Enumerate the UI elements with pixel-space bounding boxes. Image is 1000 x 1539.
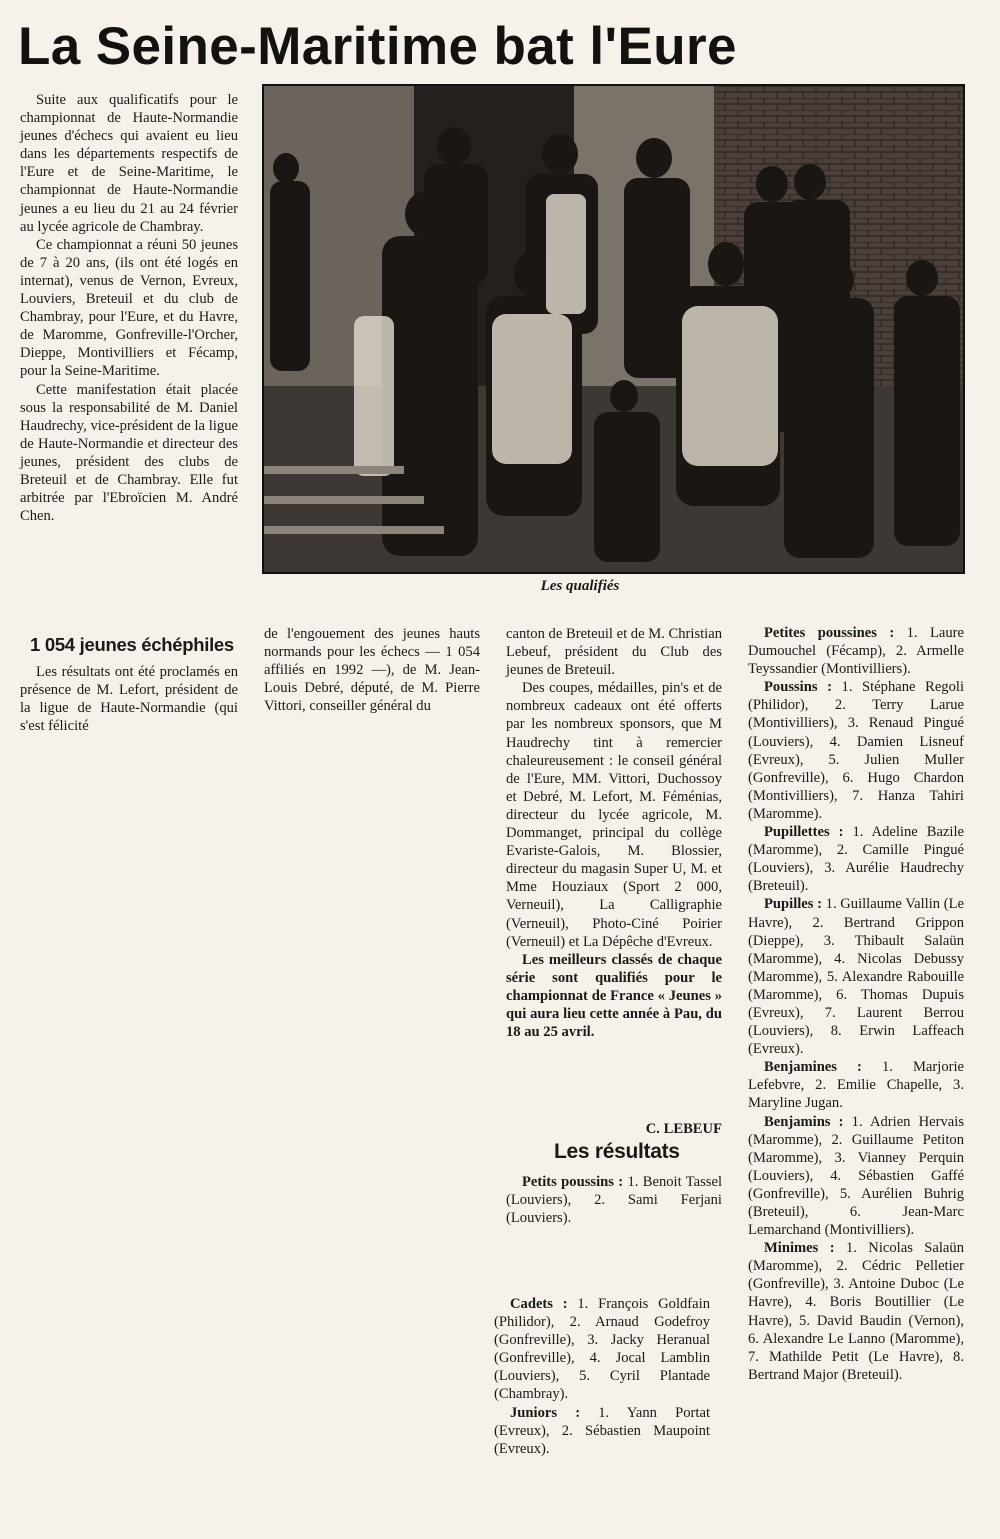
category-label: Minimes :	[764, 1240, 835, 1257]
category-label: Cadets :	[510, 1296, 568, 1312]
photo-qualifies	[262, 84, 965, 574]
subheading-echephiles: 1 054 jeunes échéphiles	[30, 634, 234, 655]
category-results: 1. François Goldfain (Philidor), 2. Arnaud Godefroy (Gonfreville), 3. Jacky Heranual (Gonfreville), 4. Jocal Lamblin (Louviers), 5. Cyril Plantade (Chambray).	[494, 1296, 710, 1403]
group-photo-image	[264, 86, 963, 572]
category-results: 1. Marjorie Lefebvre, 2. Emilie Chapelle, 3. Maryline Jugan.	[748, 1059, 965, 1112]
category-results: 1. Adeline Bazile (Maromme), 2. Camille Pingué (Louviers), 3. Aurélie Haudrechy (Breteuil).	[748, 824, 964, 895]
column-1-body	[20, 663, 238, 735]
intro-paragraph: Cette manifestation était placée sous la responsabilité de M. Daniel Haudrechy, vice-président de la ligue de Haute-Normandie et directeur des jeunes, président des clubs de Breteuil et de Chambray. Elle fut arbitrée par l'Ebroïcien M. André Chen.	[20, 381, 238, 525]
results-column-4	[748, 624, 964, 1384]
category-results: 1. Benoit Tassel (Louviers), 2. Sami Ferjani (Louviers).	[506, 1174, 722, 1227]
intro-paragraph: Suite aux qualificatifs pour le championnat de Haute-Normandie jeunes d'échecs qui avaient eu lieu dans les départements respectifs de l'Eure et de Seine-Maritime, le championnat de Haute-Normandie jeunes a eu lieu du 21 au 24 février au lycée agricole de Chambray.	[20, 92, 238, 235]
category-results: 1. Nicolas Salaün (Maromme), 2. Cédric Pelletier (Gonfreville), 3. Antoine Duboc (Le Havre), 4. Boris Boutillier (Le Havre), 5. David Baudin (Vernon), 6. Alexandre Le Lanno (Maromme), 7. Mathilde Petit (Le Havre), 8. Bertrand Major (Breteuil).	[748, 1240, 964, 1383]
category-label: Juniors :	[510, 1404, 581, 1421]
sponsors-paragraph: Des coupes, médailles, pin's et de nombreux cadeaux ont été offerts par les nombreux sponsors, que M Haudrechy tint à remercier chaleureusement : le conseil général de l'Eure, MM. Vittori, Duchossoy et Debré, M. Lefort, M. Féménias, directeur du lycée agricole, M. Dommanget, principal du collège Evariste-Galois, M. Blossier, directeur du magasin Super U, M. et Mme Houziaux (Sport 2 000, Verneuil), La Calligraphie (Verneuil), Photo-Ciné Poirier (Verneuil) et La Dépêche d'Evreux.	[506, 680, 722, 950]
intro-paragraph: Ce championnat a réuni 50 jeunes de 7 à 20 ans, (ils ont été logés en internat), venus de Vernon, Evreux, Louviers, Breteuil et du club de Chambray, pour l'Eure, et du Havre, de Maromme, Gonfreville-l'Orcher, Dieppe, Montivilliers et Fécamp, pour la Seine-Maritime.	[20, 236, 238, 380]
category-label: Benjamins :	[764, 1113, 844, 1130]
category-label: Poussins :	[764, 679, 832, 696]
photo-caption: Les qualifiés	[540, 578, 620, 594]
subheading-resultats: Les résultats	[554, 1140, 680, 1163]
category-results: 1. Guillaume Vallin (Le Havre), 2. Bertrand Grippon (Dieppe), 3. Thibault Salaün (Maromme), 4. Nicolas Debussy (Maromme), 5. Alexandre Rabouille (Maromme), 6. Thomas Dupuis (Evreux), 7. Laurent Berrou (Louviers), 8. Erwin Laffeach (Evreux).	[748, 896, 964, 1058]
category-label: Benjamines :	[764, 1059, 862, 1076]
category-results: 1. Yann Portat (Evreux), 2. Sébastien Maupoint (Evreux).	[494, 1404, 710, 1457]
results-cadets-juniors	[494, 1295, 710, 1458]
results-petits-poussins	[506, 1173, 722, 1227]
category-results: 1. Laure Dumouchel (Fécamp), 2. Armelle Teyssandier (Montivilliers).	[748, 625, 964, 678]
category-label: Petits poussins :	[522, 1174, 624, 1190]
column-3-body	[506, 625, 722, 1041]
closing-paragraph: Les meilleurs classés de chaque série sont qualifiés pour le championnat de France « Jeunes » qui aura lieu cette année à Pau, du 18 au 25 avril.	[506, 951, 722, 1041]
category-label: Pupilles :	[764, 896, 822, 913]
column-2-body	[264, 625, 480, 715]
author-signature: C. LEBEUF	[645, 1121, 722, 1137]
category-results: 1. Adrien Hervais (Maromme), 2. Guillaume Petiton (Maromme), 3. Vianney Perquin (Louviers), 4. Sébastien Gaffé (Gonfreville), 5. Aurélien Buhrig (Breteuil), 6. Jean-Marc Lemarchand (Montivilliers).	[748, 1113, 964, 1239]
intro-column	[20, 91, 238, 525]
category-results: 1. Stéphane Regoli (Philidor), 2. Terry Larue (Montivilliers), 3. Renaud Pingué (Louviers), 4. Damien Lisneuf (Evreux), 5. Julien Muller (Gonfreville), 6. Hugo Chardon (Montivilliers), 7. Hanza Tahiri (Maromme).	[748, 679, 965, 822]
body-paragraph: de l'engouement des jeunes hauts normands pour les échecs — 1 054 affiliés en 1992 —), de M. Jean-Louis Debré, député, de M. Pierre Vittori, conseiller général du	[264, 626, 480, 715]
body-paragraph: canton de Breteuil et de M. Christian Lebeuf, président du Club des jeunes de Breteuil.	[506, 626, 723, 679]
category-label: Pupillettes :	[764, 824, 844, 841]
category-label: Petites poussines :	[764, 625, 895, 641]
body-paragraph: Les résultats ont été proclamés en présence de M. Lefort, président de la ligue de Haute-Normandie (qui s'est félicité	[20, 664, 238, 735]
headline: La Seine-Maritime bat l'Eure	[18, 17, 737, 76]
